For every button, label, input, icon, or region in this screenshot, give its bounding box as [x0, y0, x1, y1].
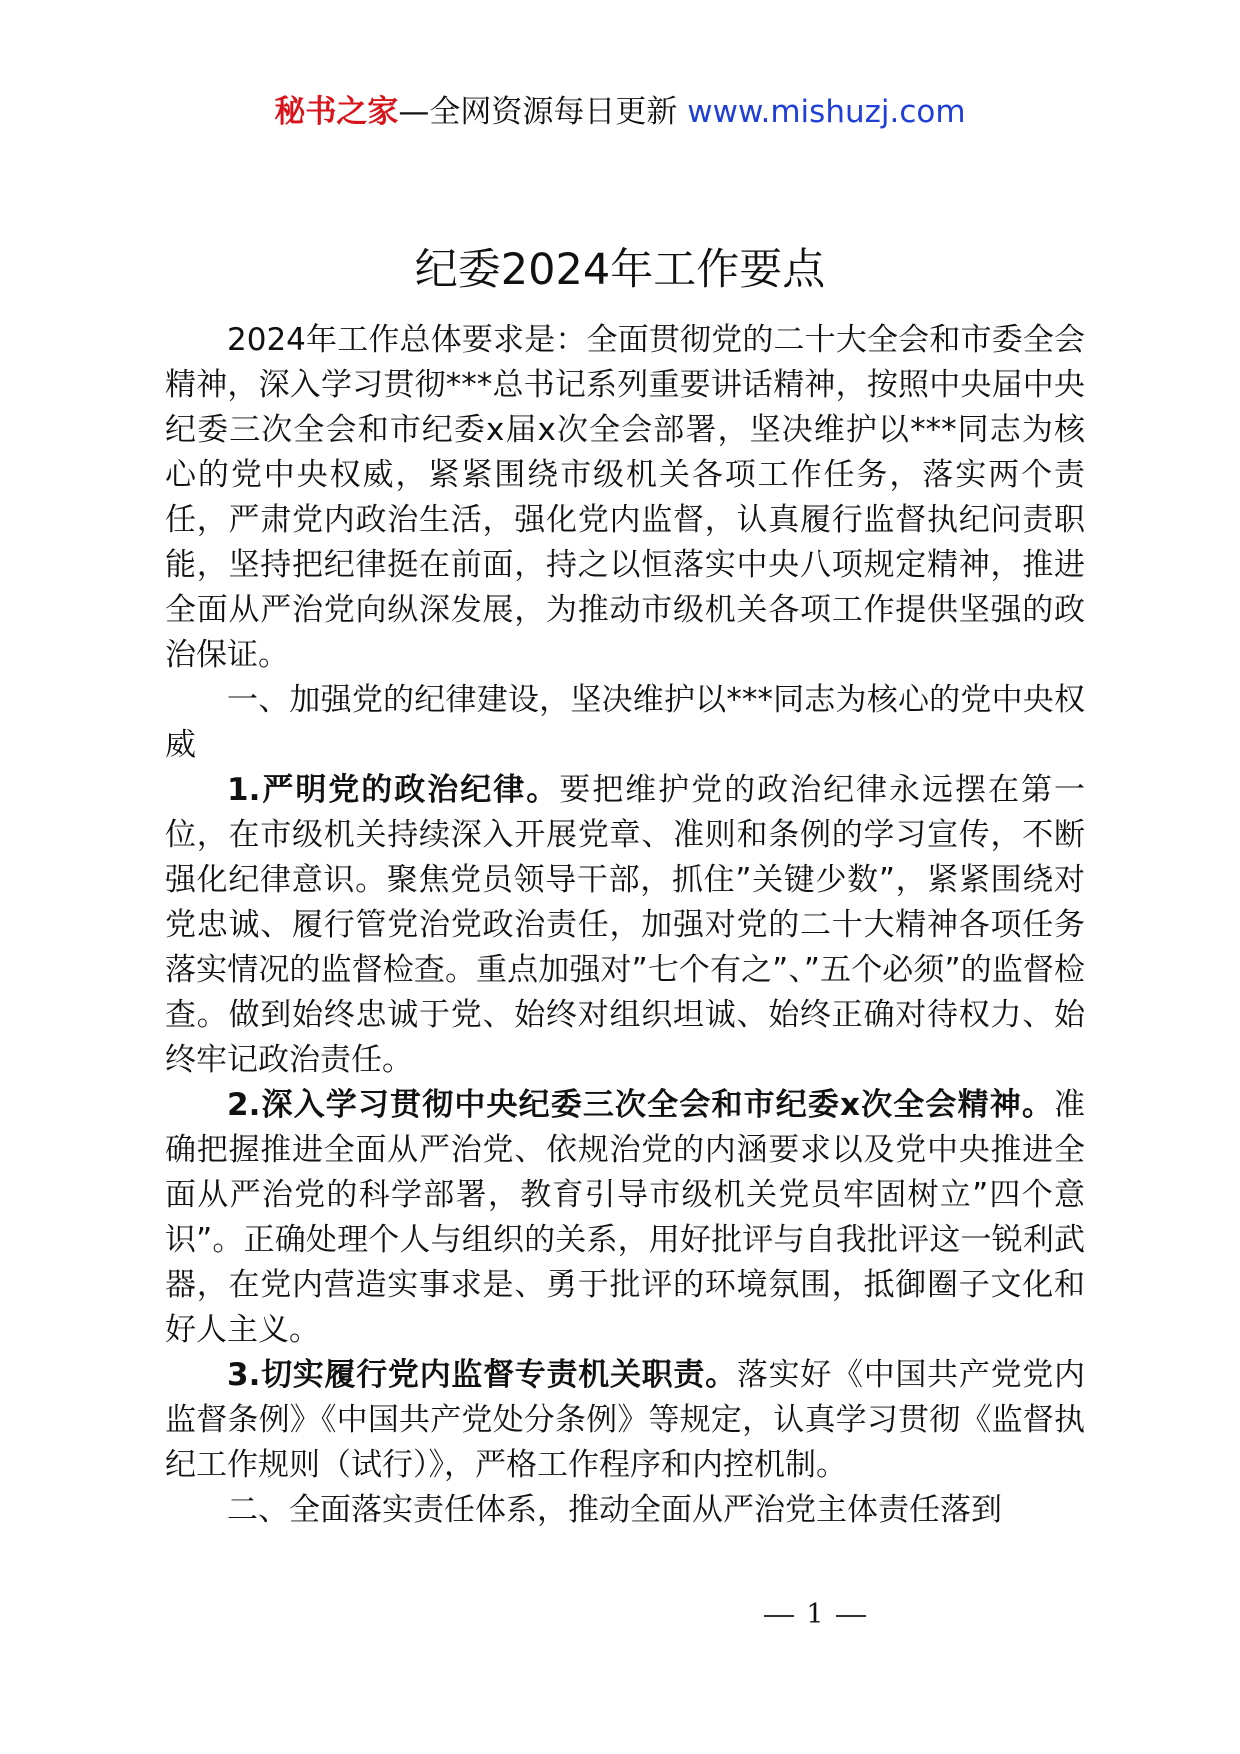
- paragraph-text: 准确把握推进全面从严治党、依规治党的内涵要求以及党中央推进全面从严治党的科学部署，教育引导市级机关党员牢固树立”四个意识”。正确处理个人与组织的关系，用好批评与自我批评这一锐利武器，在党内营造实事求是、勇于批评的环境氛围，抵御圈子文化和好人主义。: [165, 1087, 1085, 1348]
- section-heading-two: [165, 1488, 1085, 1533]
- page-header: [0, 88, 1240, 136]
- page-number: 1: [806, 1599, 824, 1630]
- paragraph-text: 2024年工作总体要求是：全面贯彻党的二十大全会和市委全会精神，深入学习贯彻***总书记系列重要讲话精神，按照中央届中央纪委三次全会和市纪委x届x次全会部署，坚决维护以***同志为核心的党中央权威，紧紧围绕市级机关各项工作任务，落实两个责任，严肃党内政治生活，强化党内监督，认真履行监督执纪问责职能，坚持把纪律挺在前面，持之以恒落实中央八项规定精神，推进全面从严治党向纵深发展，为推动市级机关各项工作提供坚强的政治保证。: [165, 322, 1085, 673]
- header-tagline: —全网资源每日更新: [398, 94, 688, 130]
- dash-right: [836, 1615, 866, 1617]
- page-footer: [0, 1595, 1240, 1635]
- paragraph-text: 要把维护党的政治纪律永远摆在第一位，在市级机关持续深入开展党章、准则和条例的学习宣传，不断强化纪律意识。聚焦党员领导干部，抓住”关键少数”，紧紧围绕对党忠诚、履行管党治党政治责任，加强对党的二十大精神各项任务落实情况的监督检查。重点加强对”七个有之”、”五个必须”的监督检查。做到始终忠诚于党、始终对组织坦诚、始终正确对待权力、始终牢记政治责任。: [165, 772, 1085, 1078]
- paragraph-lead: 1.严明党的政治纪律。: [227, 772, 560, 808]
- paragraph-item-1: [165, 768, 1085, 1083]
- paragraph-lead: 2.深入学习贯彻中央纪委三次全会和市纪委x次全会精神。: [227, 1087, 1054, 1123]
- document-body: [165, 318, 1085, 1533]
- section-heading-one: [165, 678, 1085, 768]
- paragraph-lead: 3.切实履行党内监督专责机关职责。: [227, 1357, 737, 1393]
- paragraph-text: 一、加强党的纪律建设，坚决维护以***同志为核心的党中央权威: [165, 682, 1085, 763]
- website-link[interactable]: www.mishuzj.com: [687, 94, 966, 130]
- paragraph-text: 二、全面落实责任体系，推动全面从严治党主体责任落到: [227, 1492, 1002, 1528]
- dash-left: [764, 1615, 794, 1617]
- brand-name: 秘书之家: [274, 94, 399, 130]
- document-title: 纪委2024年工作要点: [414, 245, 826, 295]
- paragraph-item-3: [165, 1353, 1085, 1488]
- paragraph-overall-requirements: [165, 318, 1085, 678]
- paragraph-item-2: [165, 1083, 1085, 1353]
- page-number-group: [752, 1599, 877, 1630]
- paragraph-text: 落实好《中国共产党党内监督条例》《中国共产党处分条例》等规定，认真学习贯彻《监督执纪工作规则（试行）》，严格工作程序和内控机制。: [165, 1357, 1085, 1483]
